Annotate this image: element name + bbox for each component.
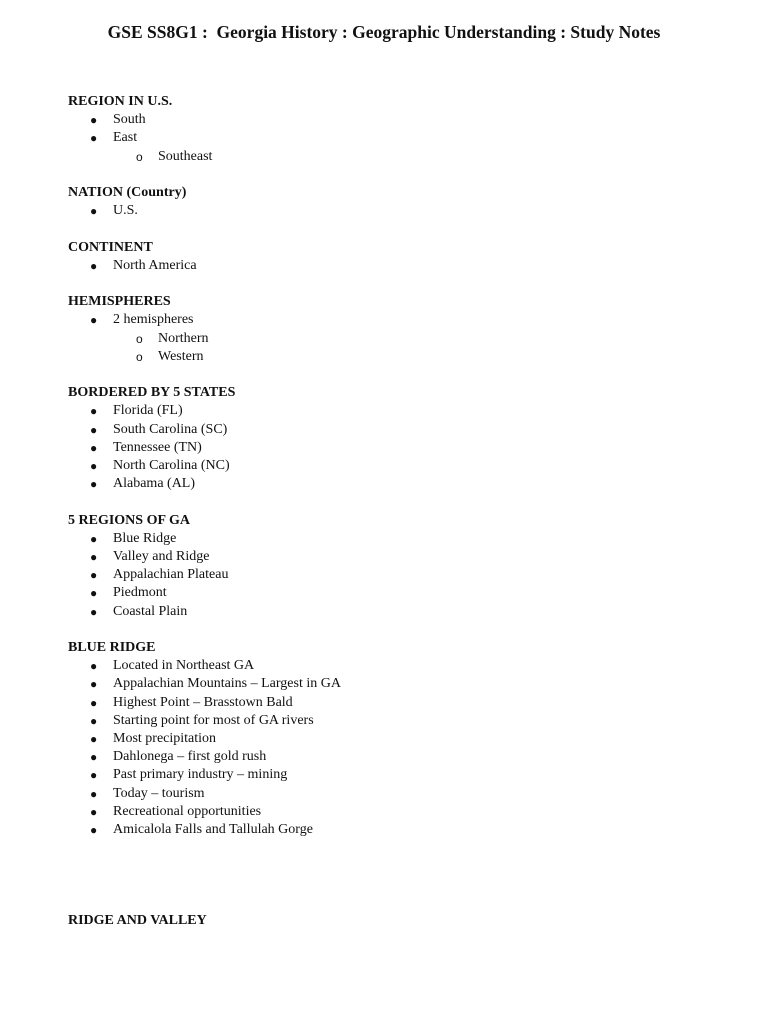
list-item (68, 530, 708, 548)
list-item (68, 111, 708, 129)
section-heading: NATION (Country) (68, 184, 187, 200)
bullet-list (68, 530, 708, 621)
list-item (68, 202, 708, 220)
section-heading: RIDGE AND VALLEY (68, 912, 207, 928)
bullet-dot-icon: ● (90, 131, 98, 146)
sub-list-item (113, 148, 708, 166)
list-item (68, 821, 708, 839)
list-item-text: Blue Ridge (113, 530, 177, 546)
bullet-list (68, 257, 708, 275)
list-item (68, 311, 708, 366)
bullet-dot-icon: ● (90, 422, 98, 437)
list-item (68, 766, 708, 784)
list-item-text: South (113, 112, 146, 128)
list-item (68, 694, 708, 712)
list-item-text: Today – tourism (113, 785, 205, 801)
list-item (68, 584, 708, 602)
bullet-list (68, 202, 708, 220)
list-item-text: North Carolina (NC) (113, 457, 230, 473)
list-item-text: South Carolina (SC) (113, 421, 228, 437)
list-item-text: Piedmont (113, 585, 167, 601)
list-item-text: Florida (FL) (113, 403, 183, 419)
bullet-dot-icon: ● (90, 822, 98, 837)
section-heading: HEMISPHERES (68, 294, 171, 310)
bullet-dot-icon: ● (90, 786, 98, 801)
bullet-circle-icon: o (136, 349, 143, 364)
list-item-text: Appalachian Mountains – Largest in GA (113, 676, 341, 692)
list-item (68, 712, 708, 730)
bullet-dot-icon: ● (90, 531, 98, 546)
bullet-dot-icon: ● (90, 659, 98, 674)
list-item-text: Southeast (158, 148, 213, 164)
section-heading: CONTINENT (68, 239, 153, 255)
section-regions-of-ga (68, 512, 708, 621)
bullet-dot-icon: ● (90, 440, 98, 455)
bullet-dot-icon: ● (90, 586, 98, 601)
list-item (68, 421, 708, 439)
bullet-dot-icon: ● (90, 313, 98, 328)
list-item-text: Appalachian Plateau (113, 567, 229, 583)
list-item-text: Highest Point – Brasstown Bald (113, 694, 293, 710)
bullet-dot-icon: ● (90, 258, 98, 273)
bullet-dot-icon: ● (90, 677, 98, 692)
bullet-dot-icon: ● (90, 458, 98, 473)
list-item-text: East (113, 130, 138, 146)
bullet-dot-icon: ● (90, 804, 98, 819)
list-item-text: Starting point for most of GA rivers (113, 712, 314, 728)
list-item-text: Valley and Ridge (113, 548, 210, 564)
section-ridge-and-valley (68, 912, 708, 930)
bullet-list (68, 402, 708, 493)
section-region (68, 93, 708, 166)
list-item (68, 129, 708, 165)
section-bordered-states (68, 384, 708, 493)
section-heading: 5 REGIONS OF GA (68, 512, 190, 528)
list-item-text: Tennessee (TN) (113, 439, 202, 455)
list-item-text: 2 hemispheres (113, 312, 194, 328)
list-item (68, 548, 708, 566)
document-title: GSE SS8G1 : Georgia History : Geographic Understanding : Study Notes (107, 22, 661, 42)
bullet-list (68, 311, 708, 366)
list-item (68, 475, 708, 493)
bullet-dot-icon: ● (90, 549, 98, 564)
bullet-dot-icon: ● (90, 731, 98, 746)
sub-bullet-list (113, 148, 708, 166)
list-item (68, 402, 708, 420)
list-item-text: Western (158, 348, 204, 364)
list-item-text: North America (113, 257, 197, 273)
list-item-text: U.S. (113, 203, 138, 219)
document-body (68, 93, 708, 948)
bullet-circle-icon: o (136, 149, 143, 164)
list-item-text: Amicalola Falls and Tallulah Gorge (113, 821, 313, 837)
bullet-list (68, 111, 708, 166)
list-item-text: Past primary industry – mining (113, 767, 288, 783)
list-item (68, 566, 708, 584)
list-item-text: Alabama (AL) (113, 476, 196, 492)
list-item-text: Northern (158, 330, 209, 346)
list-item (68, 603, 708, 621)
list-item (68, 730, 708, 748)
section-blue-ridge (68, 639, 708, 839)
bullet-dot-icon: ● (90, 204, 98, 219)
list-item-text: Located in Northeast GA (113, 658, 255, 674)
list-item (68, 803, 708, 821)
bullet-dot-icon: ● (90, 604, 98, 619)
bullet-dot-icon: ● (90, 568, 98, 583)
list-item (68, 675, 708, 693)
section-continent (68, 239, 708, 275)
list-item (68, 748, 708, 766)
list-item-text: Dahlonega – first gold rush (113, 749, 267, 765)
sub-bullet-list (113, 330, 708, 366)
bullet-dot-icon: ● (90, 768, 98, 783)
bullet-dot-icon: ● (90, 750, 98, 765)
section-nation (68, 184, 708, 220)
bullet-dot-icon: ● (90, 695, 98, 710)
list-item (68, 657, 708, 675)
sub-list-item (113, 348, 708, 366)
list-item-text: Most precipitation (113, 730, 217, 746)
list-item (68, 257, 708, 275)
section-heading: BLUE RIDGE (68, 639, 156, 655)
section-heading: BORDERED BY 5 STATES (68, 385, 236, 401)
list-item (68, 439, 708, 457)
bullet-list (68, 657, 708, 839)
bullet-dot-icon: ● (90, 404, 98, 419)
bullet-circle-icon: o (136, 331, 143, 346)
section-heading: REGION IN U.S. (68, 94, 173, 109)
bullet-dot-icon: ● (90, 113, 98, 128)
list-item-text: Recreational opportunities (113, 803, 262, 819)
list-item (68, 785, 708, 803)
list-item-text: Coastal Plain (113, 603, 188, 619)
sub-list-item (113, 330, 708, 348)
bullet-dot-icon: ● (90, 477, 98, 492)
list-item (68, 457, 708, 475)
section-hemispheres (68, 293, 708, 366)
bullet-dot-icon: ● (90, 713, 98, 728)
